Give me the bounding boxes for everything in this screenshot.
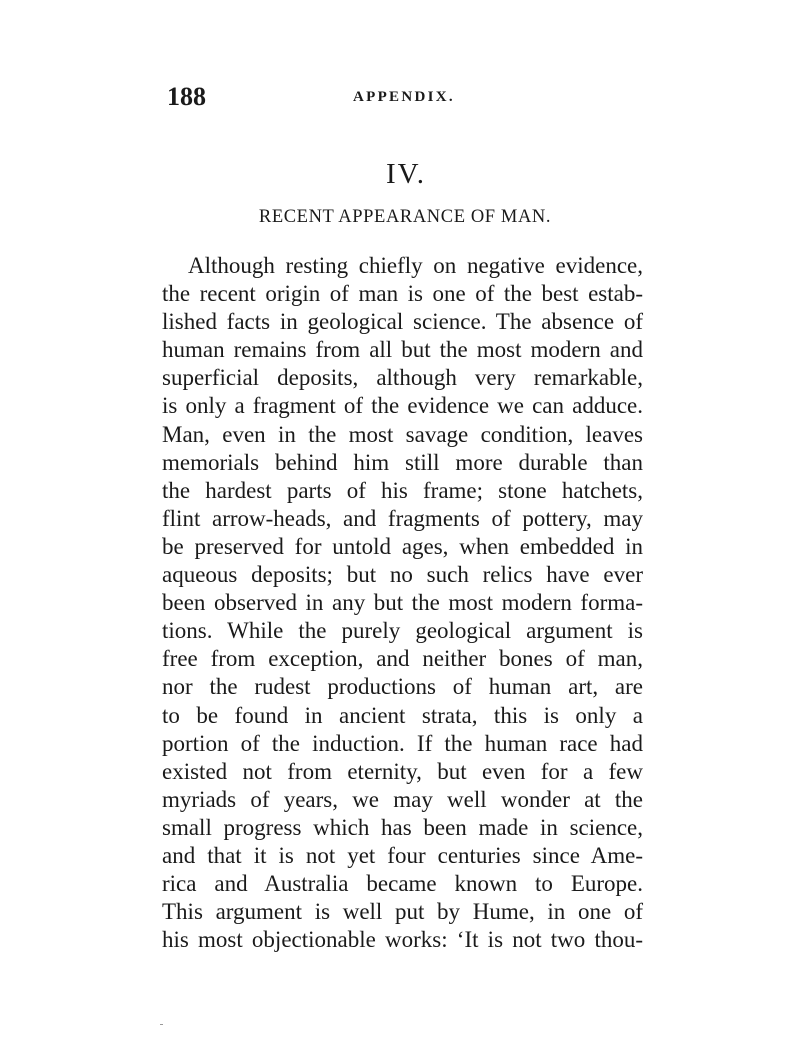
text-line: small progress which has been made in science, (162, 814, 643, 840)
text-line: This argument is well put by Hume, in one of (162, 899, 643, 925)
text-line: is only a fragment of the evidence we can adduce. (162, 393, 643, 419)
text-line: the recent origin of man is one of the best estab- (162, 281, 643, 307)
text-line: be preserved for untold ages, when embedded in (162, 533, 643, 559)
body-text (162, 252, 643, 954)
text-line: existed not from eternity, but even for a few (162, 758, 643, 784)
text-line: aqueous deposits; but no such relics have ever (162, 562, 643, 588)
text-line: flint arrow-heads, and fragments of pottery, may (162, 505, 643, 531)
section-number: IV. (385, 158, 427, 190)
scan-speck (160, 1024, 163, 1025)
text-line: memorials behind him still more durable than (162, 449, 643, 475)
text-line: superficial deposits, although very remarkable, (162, 365, 643, 391)
text-line: free from exception, and neither bones of man, (162, 646, 643, 672)
text-line: Although resting chiefly on negative evidence, (188, 253, 643, 278)
text-line: the hardest parts of his frame; stone hatchets, (162, 477, 643, 503)
section-title: RECENT APPEARANCE OF MAN. (258, 207, 552, 227)
text-line: nor the rudest productions of human art, are (162, 674, 643, 700)
text-line: rica and Australia became known to Europe. (162, 871, 643, 897)
text-line: to be found in ancient strata, this is only a (162, 702, 643, 728)
text-line: lished facts in geological science. The absence of (162, 309, 643, 335)
text-line: tions. While the purely geological argument is (162, 618, 643, 644)
text-line: his most objectionable works: ‘It is not two thou- (162, 927, 643, 953)
running-head: APPENDIX. (353, 89, 455, 105)
page-number: 188 (167, 82, 206, 111)
text-line: myriads of years, we may well wonder at the (162, 786, 643, 812)
text-line: Man, even in the most savage condition, leaves (162, 421, 643, 447)
text-line: been observed in any but the most modern forma- (162, 590, 643, 616)
text-line: portion of the induction. If the human race had (162, 730, 643, 756)
text-line: and that it is not yet four centuries since Ame- (162, 842, 643, 868)
text-line: human remains from all but the most modern and (162, 337, 643, 363)
